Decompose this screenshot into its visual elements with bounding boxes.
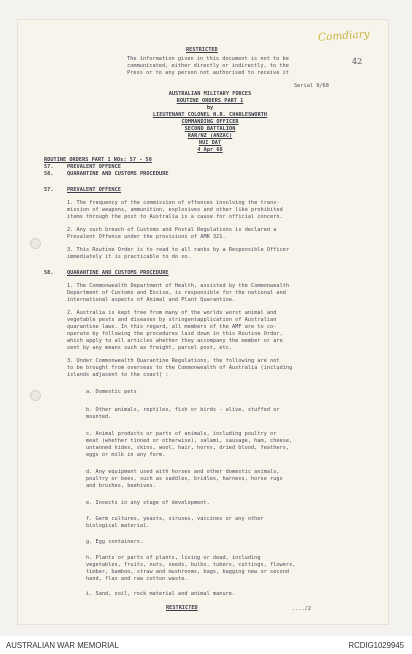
classification-top: RESTRICTED <box>186 47 218 53</box>
handwritten-page-number: 42 <box>352 57 363 66</box>
archive-reference: RCDIG1029945 <box>348 641 404 650</box>
classification-bottom: RESTRICTED <box>166 605 198 611</box>
routine-orders-reference: ROUTINE ORDERS PART 1 NOs: 57 - 58 <box>44 157 152 163</box>
punch-hole-top <box>30 238 41 249</box>
archive-footer <box>0 636 412 654</box>
continuation-marker: ..../2 <box>292 606 312 612</box>
handwritten-tag: Comdiary <box>317 28 370 44</box>
punch-hole-bottom <box>30 390 41 401</box>
archive-name: AUSTRALIAN WAR MEMORIAL <box>6 641 119 650</box>
serial-number: Serial 9/68 <box>294 83 329 89</box>
